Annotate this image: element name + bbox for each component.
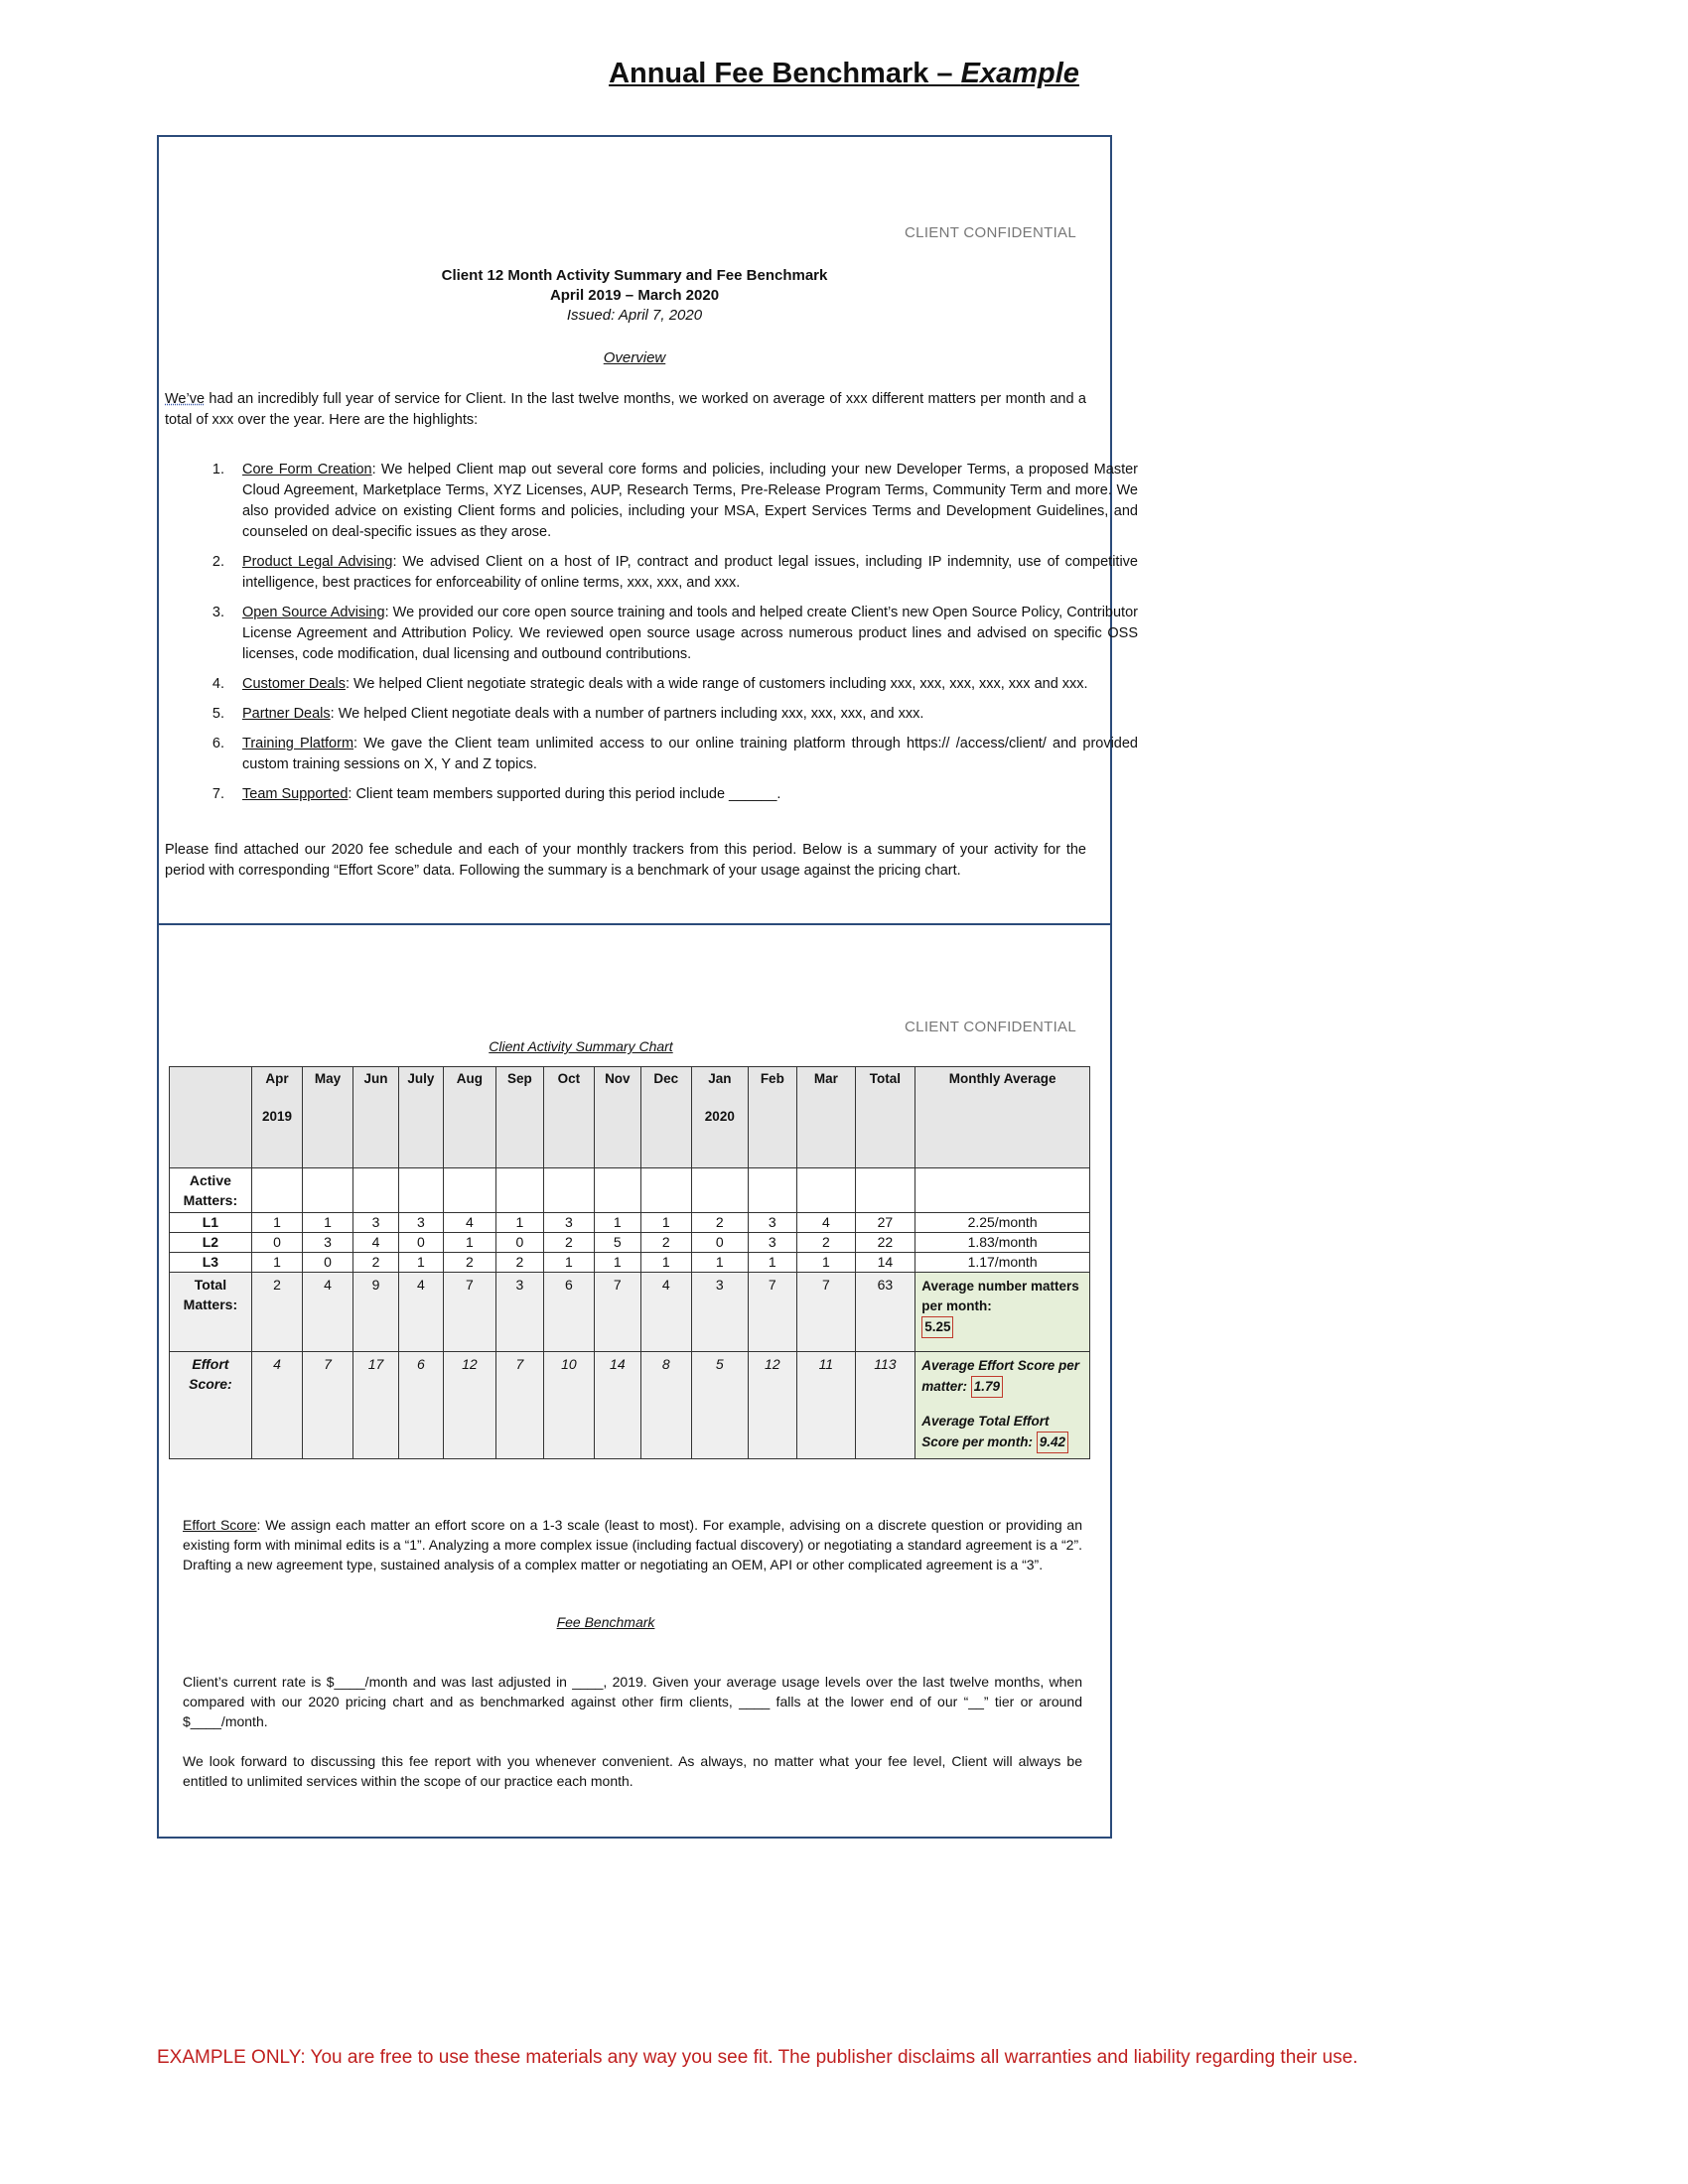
- cell: 1: [640, 1253, 692, 1273]
- item-label: Core Form Creation: [242, 462, 372, 478]
- cell: 3: [748, 1213, 796, 1233]
- cell: 1: [496, 1213, 543, 1233]
- cell: 2: [251, 1273, 303, 1352]
- list-item: [228, 603, 1138, 665]
- cell: 6: [399, 1352, 443, 1459]
- list-item: [228, 552, 1138, 594]
- list-item: [228, 674, 1138, 695]
- avg-matters-value: 5.25: [921, 1316, 953, 1338]
- item-text: : We gave the Client team unlimited access to our online training platform through https:// /access/client/ and provided custom training sessions on X, Y and Z topics.: [242, 736, 1139, 772]
- row-label: L3: [170, 1253, 252, 1273]
- cell: 7: [797, 1273, 856, 1352]
- cell: 0: [251, 1233, 303, 1253]
- cell: 3: [399, 1213, 443, 1233]
- disclaimer: EXAMPLE ONLY: You are free to use these materials any way you see fit. The publisher disclaims all warranties and liability regarding their use.: [157, 2047, 1358, 2068]
- cell: 9: [352, 1273, 398, 1352]
- month-header: Mar: [797, 1067, 856, 1168]
- cell: 1: [399, 1253, 443, 1273]
- month-header: Aug: [443, 1067, 496, 1168]
- item-label: Open Source Advising: [242, 605, 385, 620]
- cell: 3: [496, 1273, 543, 1352]
- cell: 7: [595, 1273, 640, 1352]
- item-text: : We provided our core open source training and tools and helped create Client’s new Open Source Policy, Contributor License Agreement and Attribution Policy. We reviewed open source usage across numerous product lines and advised on specific OSS licenses, code modification, dual licensing and outbound contributions.: [242, 605, 1138, 662]
- cell: 4: [797, 1213, 856, 1233]
- cell: 1: [797, 1253, 856, 1273]
- cell: 6: [543, 1273, 595, 1352]
- avg-effort-matter-label: Average Effort Score per matter:: [921, 1358, 1080, 1394]
- month-header: July: [399, 1067, 443, 1168]
- total-cell: 14: [855, 1253, 915, 1273]
- cell: 4: [443, 1213, 496, 1233]
- cell: 1: [640, 1213, 692, 1233]
- closing-paragraph: Please find attached our 2020 fee schedule and each of your monthly trackers from this period. Below is a summary of your activity for the period with corresponding “Effort Score” data. Following the summary is a benchmark of your usage against the pricing chart.: [165, 842, 1086, 879]
- cell: 2: [352, 1253, 398, 1273]
- cell: 2: [640, 1233, 692, 1253]
- cell: 3: [352, 1213, 398, 1233]
- report-heading: Client 12 Month Activity Summary and Fee Benchmark: [441, 267, 828, 284]
- list-item: [228, 460, 1138, 543]
- cell: 5: [692, 1352, 749, 1459]
- list-item: [228, 704, 1138, 725]
- cell: 10: [543, 1352, 595, 1459]
- intro-text: had an incredibly full year of service for Client. In the last twelve months, we worked on average of xxx different matters per month and a total of xxx over the year. Here are the highlights:: [165, 391, 1086, 428]
- month-header: Oct: [543, 1067, 595, 1168]
- row-label: L1: [170, 1213, 252, 1233]
- cell: 0: [399, 1233, 443, 1253]
- cell: 2: [443, 1253, 496, 1273]
- total-cell: 63: [855, 1273, 915, 1352]
- avg-effort-matter-value: 1.79: [973, 1379, 1001, 1394]
- year-label: 2019: [262, 1109, 293, 1124]
- effort-score-text: : We assign each matter an effort score on a 1-3 scale (least to most). For example, advising on a discrete question or providing an existing form with minimal edits is a “1”. Analyzing a more complex issue (including factual discovery) or negotiating a standard agreement is a “2”. Drafting a new agreement type, sustained analysis of a complex matter or negotiating an OEM, API or other complicated agreement is a “3”.: [183, 1517, 1082, 1572]
- cell: 1: [595, 1253, 640, 1273]
- avg-effort-cell: [915, 1352, 1090, 1459]
- month-header: May: [303, 1067, 352, 1168]
- cell: 12: [443, 1352, 496, 1459]
- total-cell: 27: [855, 1213, 915, 1233]
- cell: 1: [692, 1253, 749, 1273]
- avg-cell: 1.17/month: [915, 1253, 1090, 1273]
- table-row: [170, 1213, 1090, 1233]
- total-matters-row: [170, 1273, 1090, 1352]
- intro-first-word: We’ve: [165, 391, 206, 407]
- avg-cell: 1.83/month: [915, 1233, 1090, 1253]
- cell: 1: [251, 1253, 303, 1273]
- cell: 1: [303, 1213, 352, 1233]
- cell: 2: [543, 1233, 595, 1253]
- item-label: Product Legal Advising: [242, 554, 393, 570]
- row-label: L2: [170, 1233, 252, 1253]
- item-label: Training Platform: [242, 736, 354, 751]
- fee-benchmark-heading: Fee Benchmark: [556, 1614, 655, 1630]
- month-header: Sep: [496, 1067, 543, 1168]
- row-label: Effort Score:: [170, 1352, 252, 1459]
- overview-heading: Overview: [603, 349, 666, 366]
- header-row: [170, 1067, 1090, 1168]
- item-label: Team Supported: [242, 786, 349, 802]
- cover-letter-page: [157, 135, 1139, 925]
- cell: 4: [640, 1273, 692, 1352]
- avg-header: Monthly Average: [915, 1067, 1090, 1168]
- month-header: Nov: [595, 1067, 640, 1168]
- cell: 3: [748, 1233, 796, 1253]
- total-cell: 22: [855, 1233, 915, 1253]
- avg-matters-label: Average number matters per month:: [921, 1279, 1079, 1313]
- month-header: Jun: [352, 1067, 398, 1168]
- cell: 1: [748, 1253, 796, 1273]
- cell: 5: [595, 1233, 640, 1253]
- document-title: [0, 58, 1688, 90]
- cell: 4: [303, 1273, 352, 1352]
- title-italic: Example: [960, 58, 1079, 89]
- avg-matters-cell: [915, 1273, 1090, 1352]
- highlights-list: [177, 460, 1138, 814]
- avg-effort-month-label: Average Total Effort Score per month:: [921, 1414, 1050, 1449]
- cell: 12: [748, 1352, 796, 1459]
- item-text: : We helped Client negotiate strategic deals with a wide range of customers including xxx, xxx, xxx, xxx, xxx and xxx.: [345, 676, 1088, 692]
- cell: 3: [692, 1273, 749, 1352]
- cell: 0: [692, 1233, 749, 1253]
- item-text: : We advised Client on a host of IP, contract and product legal issues, including IP indemnity, use of competitive intelligence, best practices for enforceability of online terms, xxx, xxx, and xxx.: [242, 554, 1138, 591]
- avg-cell: 2.25/month: [915, 1213, 1090, 1233]
- cell: 7: [303, 1352, 352, 1459]
- cell: 2: [797, 1233, 856, 1253]
- cell: 3: [303, 1233, 352, 1253]
- cover-heading: [159, 266, 1110, 326]
- cell: 4: [251, 1352, 303, 1459]
- list-item: [228, 734, 1138, 775]
- item-text: : We helped Client map out several core forms and policies, including your new Developer Terms, a proposed Master Cloud Agreement, Marketplace Terms, XYZ Licenses, AUP, Research Terms, Pre-Release Program Terms, Community Term and more. We also provided advice on existing Client forms and policies, including your MSA, Expert Services Terms and Development Guidelines, and counseled on deal-specific issues as they arose.: [242, 462, 1138, 540]
- cell: 7: [748, 1273, 796, 1352]
- effort-score-paragraph: [183, 1515, 1082, 1574]
- cell: 1: [443, 1233, 496, 1253]
- active-matters-label: Active Matters:: [170, 1168, 252, 1213]
- month-header: Jan 2020: [692, 1067, 749, 1168]
- cell: 3: [543, 1213, 595, 1233]
- report-issued: Issued: April 7, 2020: [566, 307, 703, 324]
- item-label: Partner Deals: [242, 706, 331, 722]
- active-matters-row: [170, 1168, 1090, 1213]
- item-text: : Client team members supported during this period include ______.: [348, 786, 781, 802]
- intro-paragraph: [165, 389, 1086, 431]
- cell: 0: [496, 1233, 543, 1253]
- cell: 2: [692, 1213, 749, 1233]
- total-header: Total: [855, 1067, 915, 1168]
- cell: 7: [496, 1352, 543, 1459]
- rate-paragraph: Client’s current rate is $____/month and was last adjusted in ____, 2019. Given your average usage levels over the last twelve months, when compared with our 2020 pricing chart and as benchmarked against other firm clients, ____ falls at the lower end of our “__” tier or around $____/month.: [183, 1674, 1082, 1729]
- report-period: April 2019 – March 2020: [549, 287, 720, 304]
- item-label: Customer Deals: [242, 676, 346, 692]
- cell: 2: [496, 1253, 543, 1273]
- avg-effort-month-value: 9.42: [1039, 1434, 1066, 1449]
- month-header: Feb: [748, 1067, 796, 1168]
- title-text: Annual Fee Benchmark –: [609, 58, 961, 89]
- year-label: 2020: [704, 1109, 735, 1124]
- effort-score-term: Effort Score: [183, 1517, 257, 1533]
- cell: 7: [443, 1273, 496, 1352]
- item-text: : We helped Client negotiate deals with a number of partners including xxx, xxx, xxx, and xxx.: [330, 706, 924, 722]
- cell: 4: [399, 1273, 443, 1352]
- confidential-label: CLIENT CONFIDENTIAL: [905, 224, 1076, 241]
- month-header: Apr 2019: [251, 1067, 303, 1168]
- cell: 1: [595, 1213, 640, 1233]
- table-row: [170, 1233, 1090, 1253]
- confidential-label: CLIENT CONFIDENTIAL: [905, 1019, 1076, 1035]
- table-corner: [170, 1067, 252, 1168]
- row-label: Total Matters:: [170, 1273, 252, 1352]
- cell: 1: [251, 1213, 303, 1233]
- effort-score-row: [170, 1352, 1090, 1459]
- list-item: [228, 784, 1138, 805]
- month-header: Dec: [640, 1067, 692, 1168]
- cell: 8: [640, 1352, 692, 1459]
- cell: 11: [797, 1352, 856, 1459]
- cell: 17: [352, 1352, 398, 1459]
- cell: 14: [595, 1352, 640, 1459]
- cell: 1: [543, 1253, 595, 1273]
- table-row: [170, 1253, 1090, 1273]
- cell: 0: [303, 1253, 352, 1273]
- closing-paragraph: We look forward to discussing this fee report with you whenever convenient. As always, no matter what your fee level, Client will always be entitled to unlimited services within the scope of our practice each month.: [183, 1753, 1082, 1789]
- total-cell: 113: [855, 1352, 915, 1459]
- chart-caption: Client Activity Summary Chart: [489, 1038, 673, 1054]
- summary-page: [157, 923, 1112, 1839]
- activity-summary-table: [169, 1066, 1090, 1459]
- cell: 4: [352, 1233, 398, 1253]
